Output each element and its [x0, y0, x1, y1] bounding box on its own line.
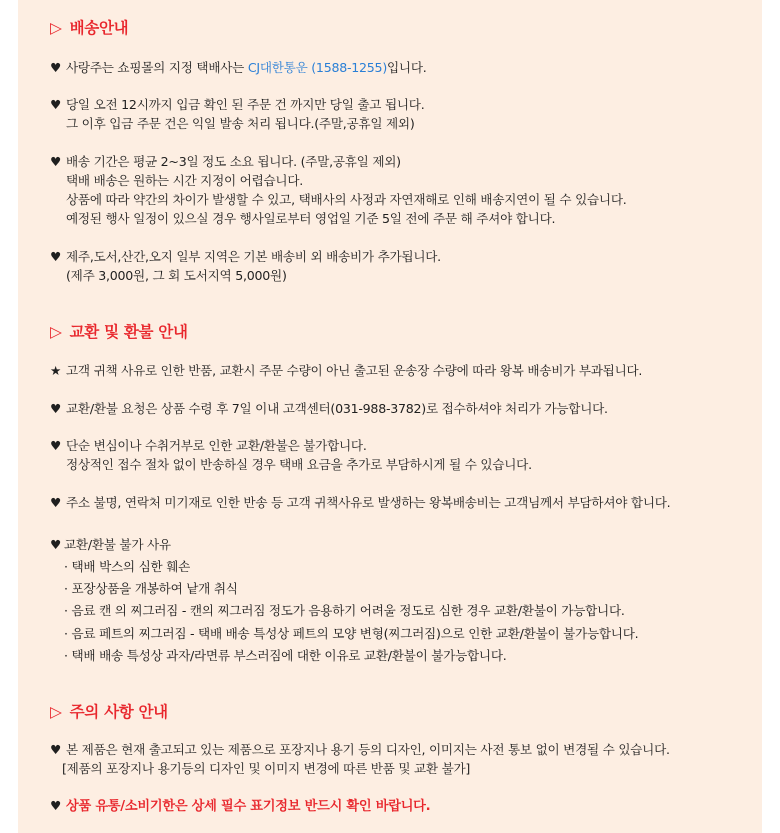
reasons-title: ♥ 교환/환불 불가 사유: [50, 537, 171, 552]
heart-icon: ♥: [50, 742, 62, 757]
notice-final: ♥ 상품 유통/소비기한은 상세 필수 표기정보 반드시 확인 바랍니다.: [50, 798, 431, 814]
notice-item-1: ♥ 본 제품은 현재 출고되고 있는 제품으로 포장지나 용기 등의 디자인, 이미지는 사전 통보 없이 변경될 수 있습니다. [제품의 포장지나 용기등의 디자인 및 이미지 변경에 따른 반품 및 교환 불가]: [50, 742, 670, 776]
exchange-title: ▷ 교환 및 환불 안내: [50, 323, 188, 341]
reason-item: · 음료 캔 의 찌그러짐 - 캔의 찌그러짐 정도가 음용하기 어려울 정도로 심한 경우 교환/환불이 가능합니다.: [64, 603, 625, 618]
triangle-icon: ▷: [50, 19, 62, 37]
heart-icon: ♥: [50, 97, 62, 112]
reason-item: · 포장상품을 개봉하여 낱개 취식: [64, 581, 238, 596]
heart-icon: ♥: [50, 249, 62, 264]
reason-item: · 음료 페트의 찌그러짐 - 택배 배송 특성상 페트의 모양 변형(찌그러짐)으로 인한 교환/환불이 불가능합니다.: [64, 626, 639, 641]
exchange-item-3: ♥ 단순 변심이나 수취거부로 인한 교환/환불은 불가합니다. 정상적인 접수 절차 없이 반송하실 경우 택배 요금을 추가로 부담하시게 될 수 있습니다.: [50, 438, 532, 472]
shipping-item-4: ♥ 제주,도서,산간,오지 일부 지역은 기본 배송비 외 배송비가 추가됩니다. (제주 3,000원, 그 회 도서지역 5,000원): [50, 249, 441, 283]
shipping-title: ▷ 배송안내: [50, 19, 129, 37]
shipping-item-1: ♥ 사랑주는 쇼핑몰의 지정 택배사는 CJ대한통운 (1588-1255)입니다.: [50, 60, 427, 75]
exchange-item-2: ♥ 교환/환불 요청은 상품 수령 후 7일 이내 고객센터(031-988-3782)로 접수하셔야 처리가 가능합니다.: [50, 401, 608, 416]
exchange-item-4: ♥ 주소 불명, 연락처 미기재로 인한 반송 등 고객 귀책사유로 발생하는 왕복배송비는 고객님께서 부담하셔야 합니다.: [50, 495, 671, 510]
heart-icon: ♥: [50, 438, 62, 453]
shipping-item-2: ♥ 당일 오전 12시까지 입금 확인 된 주문 건 까지만 당일 출고 됩니다. 그 이후 입금 주문 건은 익일 발송 처리 됩니다.(주말,공휴일 제외): [50, 97, 425, 131]
heart-icon: ♥: [50, 537, 62, 552]
reason-item: · 택배 박스의 심한 훼손: [64, 559, 191, 574]
star-icon: ★: [50, 363, 62, 378]
heart-icon: ♥: [50, 401, 62, 416]
reason-item: · 택배 배송 특성상 과자/라면류 부스러짐에 대한 이유로 교환/환불이 불가능합니다.: [64, 648, 507, 663]
heart-icon: ♥: [50, 798, 62, 813]
notice-title: ▷ 주의 사항 안내: [50, 703, 168, 721]
heart-icon: ♥: [50, 60, 62, 75]
courier-link[interactable]: CJ대한통운 (1588-1255): [247, 60, 387, 75]
heart-icon: ♥: [50, 154, 62, 169]
heart-icon: ♥: [50, 495, 62, 510]
triangle-icon: ▷: [50, 323, 62, 341]
exchange-item-1: ★ 고객 귀책 사유로 인한 반품, 교환시 주문 수량이 아닌 출고된 운송장 수량에 따라 왕복 배송비가 부과됩니다.: [50, 363, 643, 378]
triangle-icon: ▷: [50, 703, 62, 721]
shipping-item-3: ♥ 배송 기간은 평균 2~3일 정도 소요 됩니다. (주말,공휴일 제외) 택배 배송은 원하는 시간 지정이 어렵습니다. 상품에 따라 약간의 차이가 발생할 수 있고, 택배사의 사정과 자연재해로 인해 배송지연이 될 수 있습니다. 예정된 행사 일정이 있으실 경우 행사일로부터 영업일 기준 5일 전에 주문 해 주셔야 합니다.: [50, 154, 627, 226]
